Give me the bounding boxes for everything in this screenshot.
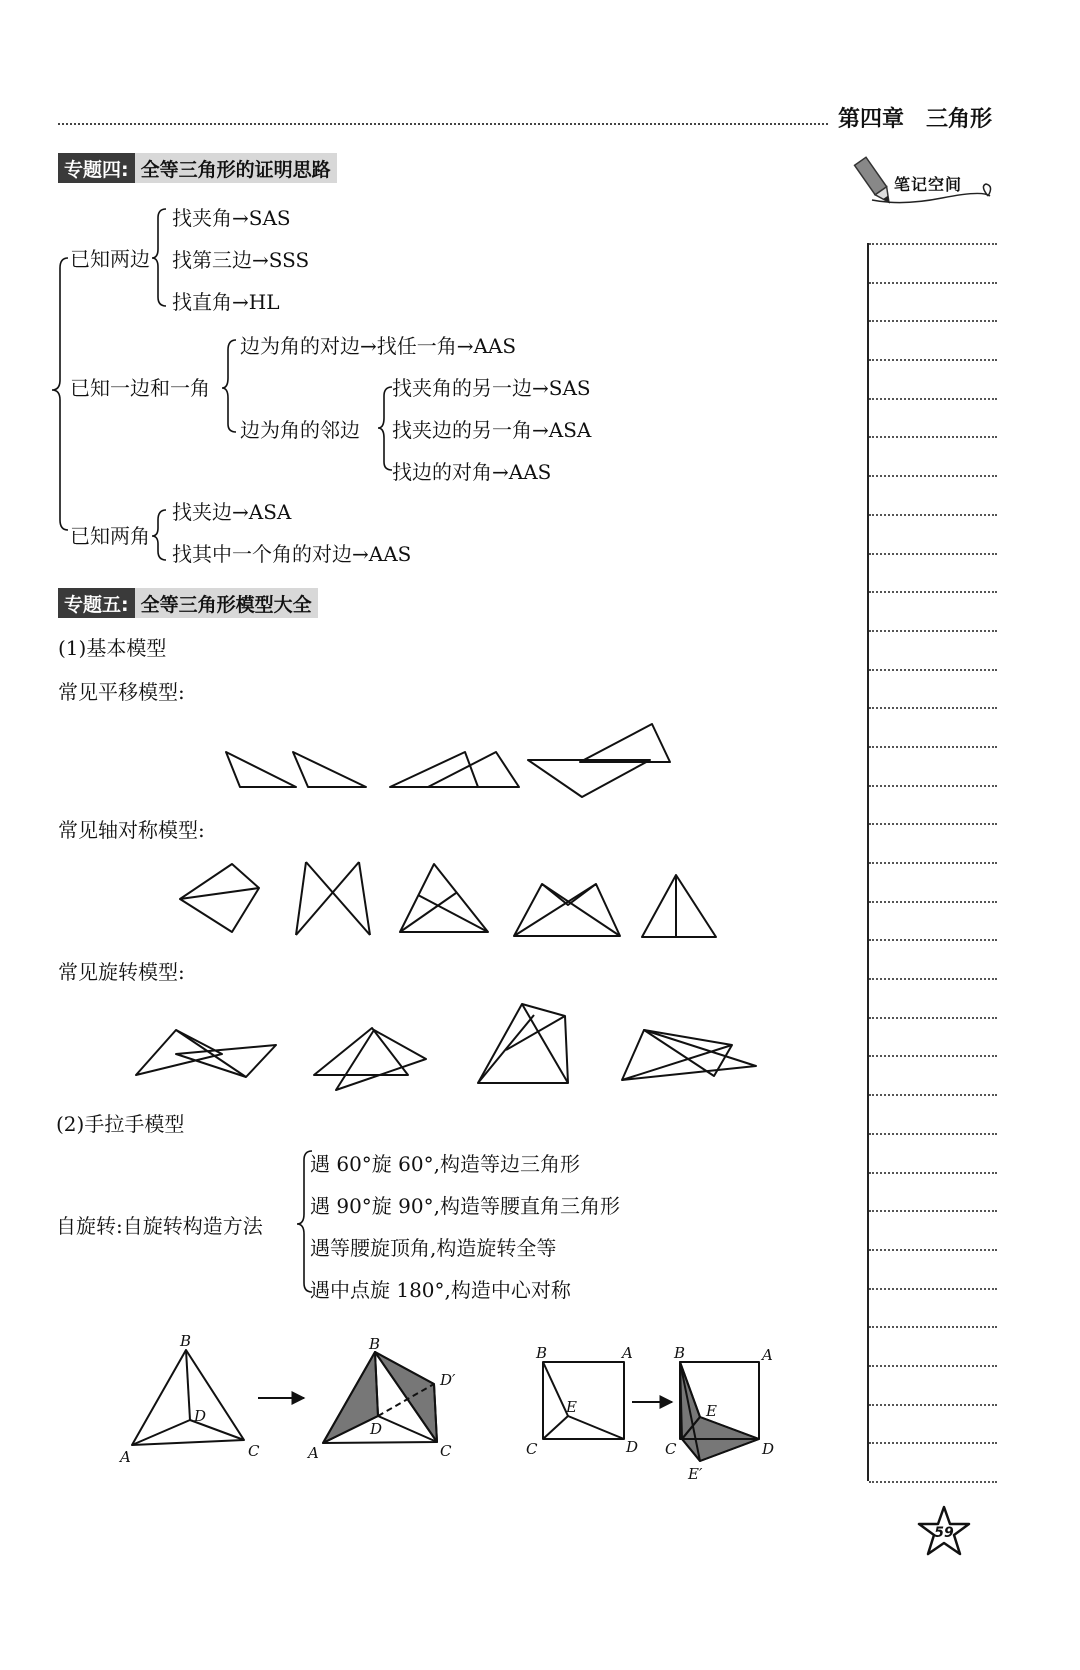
two-angles-label: 已知两角: [70, 524, 150, 548]
fig3-label: C: [526, 1440, 538, 1458]
fig2-label: B: [369, 1335, 381, 1353]
section5-tag: 专题五:: [58, 588, 135, 618]
page-number-star-icon: [916, 1504, 972, 1560]
fig4-label: A: [762, 1346, 773, 1364]
fig2-label: C: [440, 1442, 452, 1460]
fig4-label: B: [674, 1344, 686, 1362]
fig3-label: B: [536, 1344, 548, 1362]
fig1-label: B: [180, 1332, 192, 1350]
two-angles-item: 找夹边→ASA: [172, 500, 292, 524]
side-angle-label: 已知一边和一角: [70, 376, 210, 400]
basic-model-heading: (1)基本模型: [58, 636, 167, 660]
adjacent-item: 找边的对角→AAS: [392, 460, 552, 484]
fig4-label: E′: [688, 1465, 703, 1483]
self-rotation-label: 自旋转:自旋转构造方法: [56, 1214, 263, 1238]
translation-heading: 常见平移模型:: [58, 680, 185, 704]
adjacent-item: 找夹边的另一角→ASA: [392, 418, 592, 442]
side-angle-adjacent-label: 边为角的邻边: [240, 418, 360, 442]
fig2-label: A: [308, 1444, 319, 1462]
fig3-label: A: [622, 1344, 633, 1362]
notes-title: 笔记空间: [894, 175, 963, 194]
fig2-label: D′: [440, 1371, 456, 1389]
adjacent-item: 找夹角的另一边→SAS: [392, 376, 591, 400]
two-sides-item: 找第三边→SSS: [172, 248, 310, 272]
two-sides-item: 找直角→HL: [172, 290, 280, 314]
axial-heading: 常见轴对称模型:: [58, 818, 205, 842]
self-rotation-item: 遇 90°旋 90°,构造等腰直角三角形: [310, 1194, 620, 1218]
fig2-label: D: [370, 1420, 383, 1438]
fig3-label: E: [566, 1398, 577, 1416]
page-number: 59: [934, 1525, 954, 1541]
two-angles-item: 找其中一个角的对边→AAS: [172, 542, 412, 566]
fig3-label: D: [626, 1438, 639, 1456]
side-angle-opposite: 边为角的对边→找任一角→AAS: [240, 334, 517, 358]
self-rotation-item: 遇 60°旋 60°,构造等边三角形: [310, 1152, 580, 1176]
fig4-label: D: [762, 1440, 775, 1458]
section4-title: 全等三角形的证明思路: [135, 153, 337, 183]
hand-in-hand-heading: (2)手拉手模型: [56, 1112, 185, 1136]
section5-title: 全等三角形模型大全: [135, 588, 318, 618]
self-rotation-item: 遇中点旋 180°,构造中心对称: [310, 1278, 571, 1302]
fig1-label: C: [248, 1442, 260, 1460]
self-rotation-item: 遇等腰旋顶角,构造旋转全等: [310, 1236, 557, 1260]
rotation-heading: 常见旋转模型:: [58, 960, 185, 984]
fig1-label: A: [120, 1448, 131, 1466]
two-sides-item: 找夹角→SAS: [172, 206, 291, 230]
chapter-title: 第四章 三角形: [838, 107, 993, 132]
fig4-label: E: [706, 1402, 717, 1420]
two-sides-label: 已知两边: [70, 247, 150, 271]
fig1-label: D: [194, 1407, 207, 1425]
section4-tag: 专题四:: [58, 153, 135, 183]
fig4-label: C: [665, 1440, 677, 1458]
